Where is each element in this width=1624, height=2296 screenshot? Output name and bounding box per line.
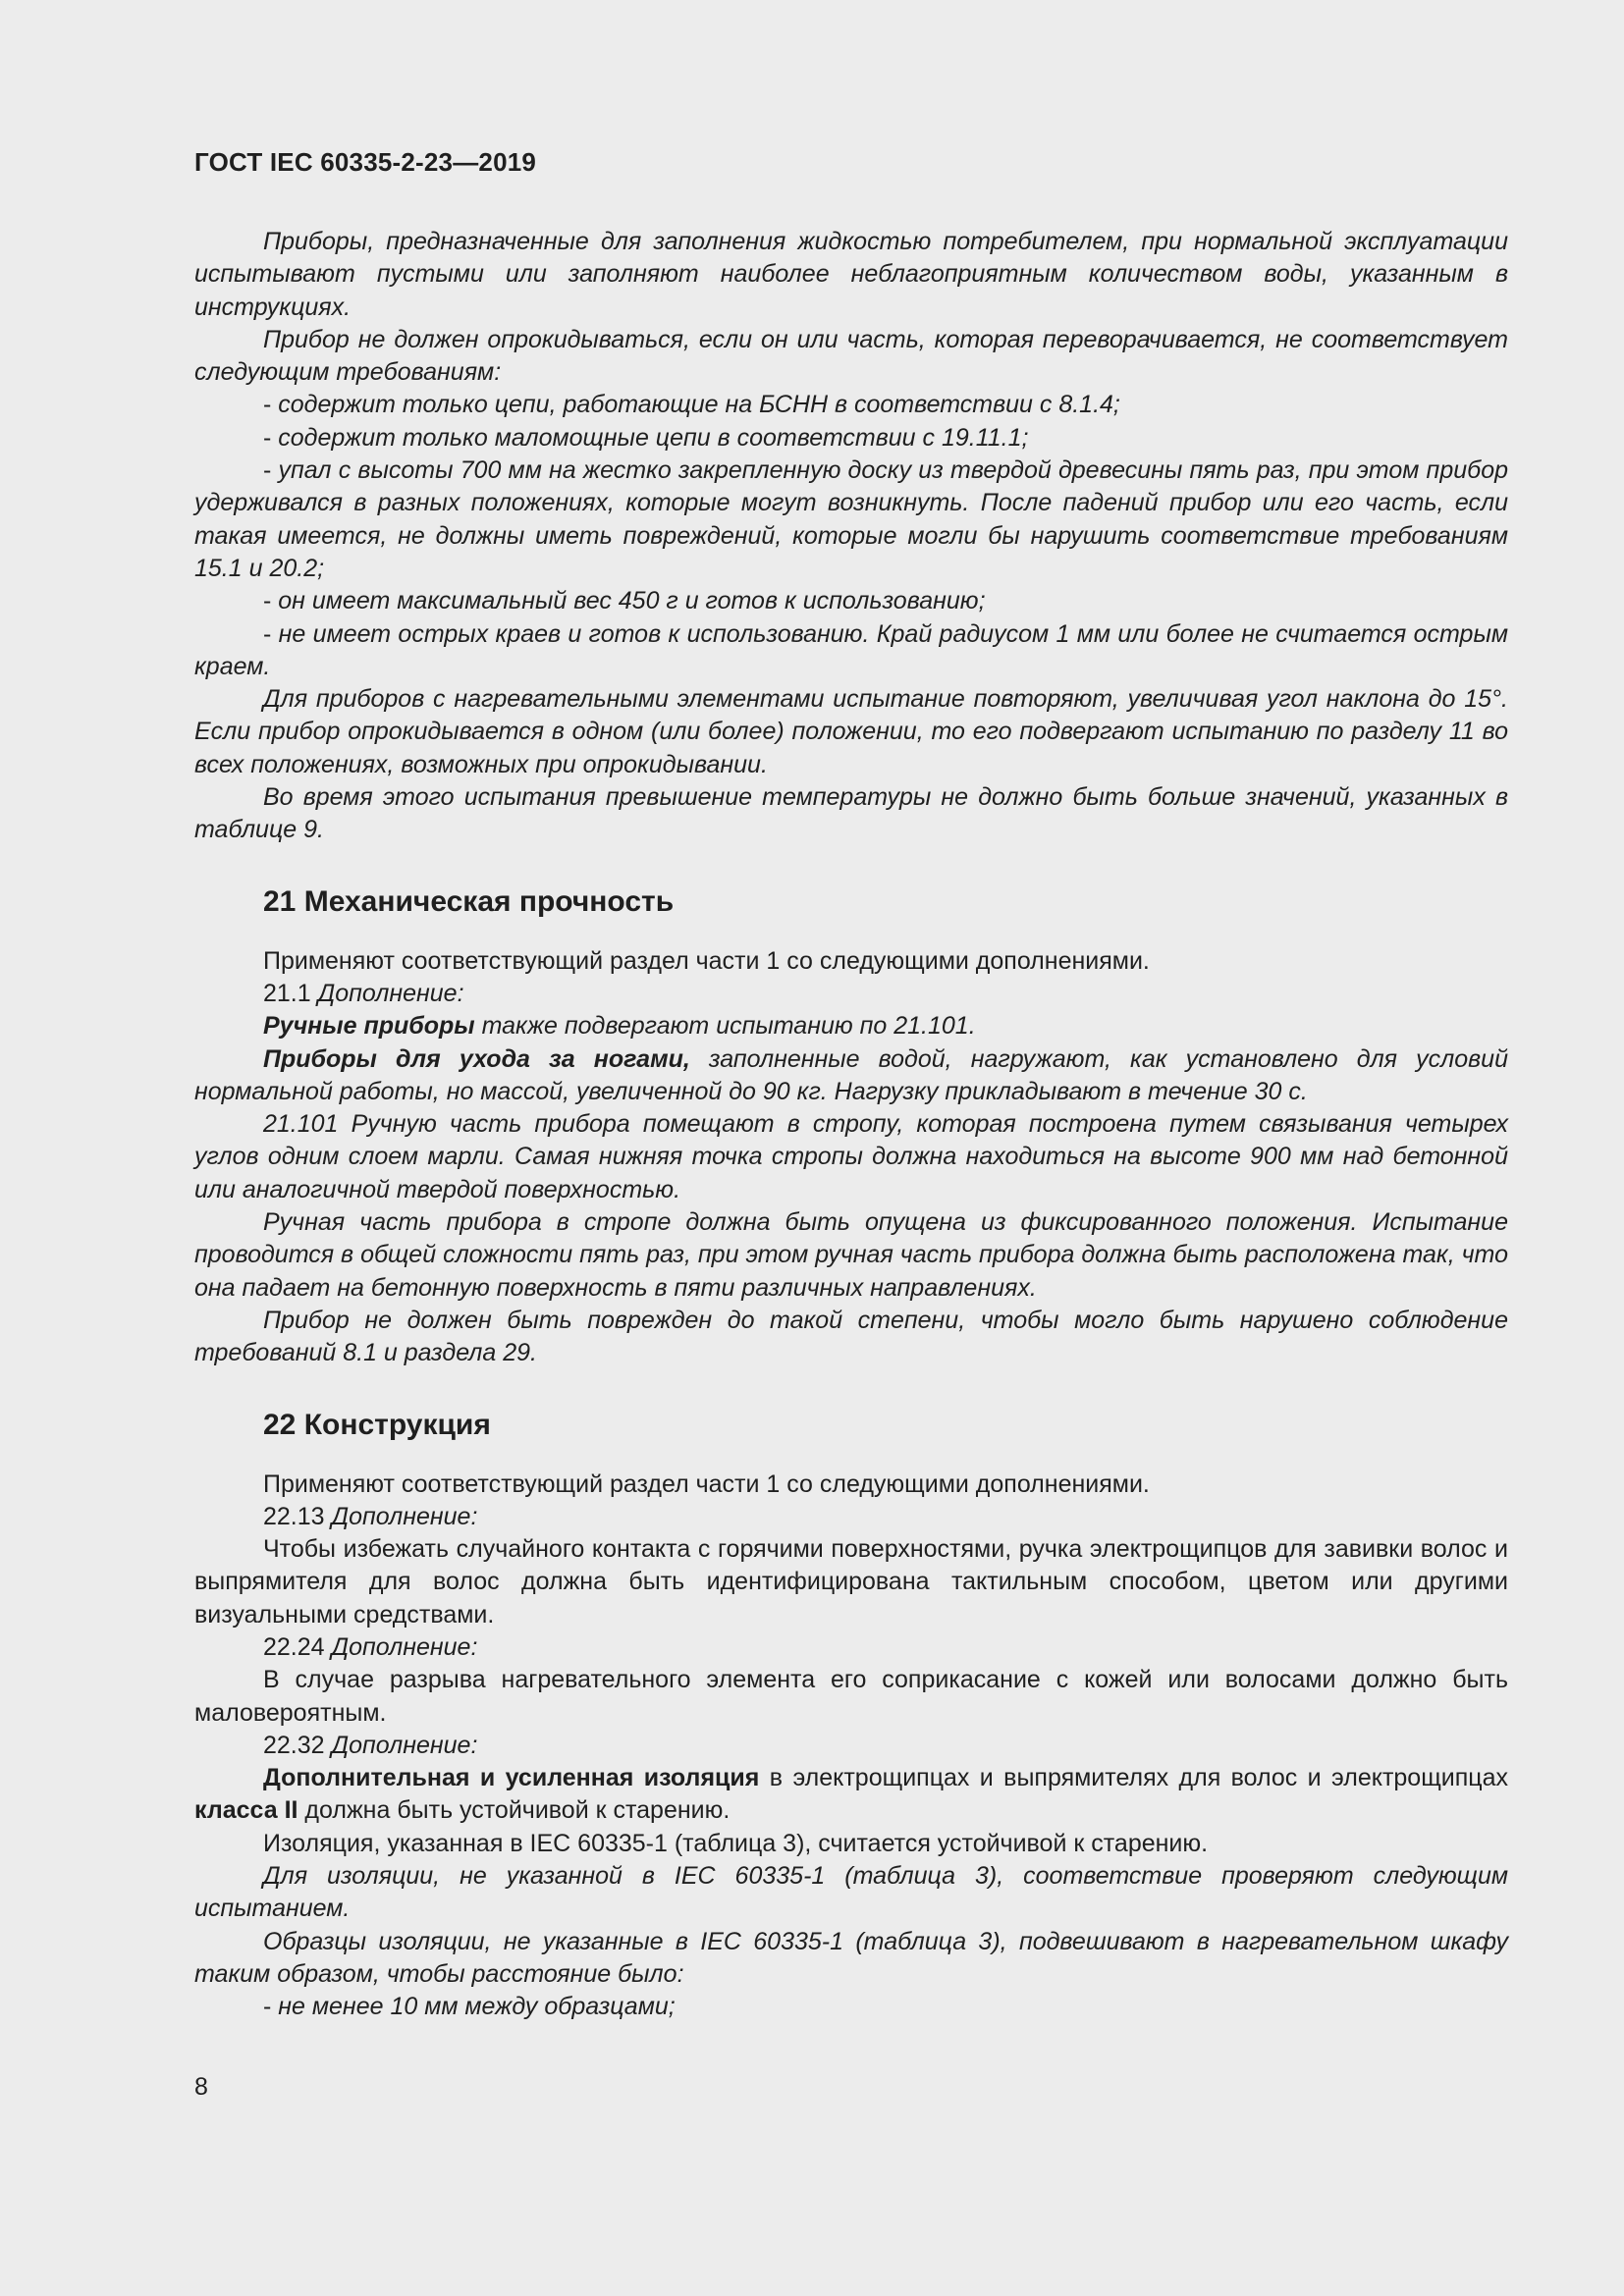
bold-term: Приборы для ухода за ногами, xyxy=(263,1044,690,1073)
paragraph-text: заполненные водой, нагружают, как установлено для условий нормальной работы, но массой, увеличенной до 90 кг. Нагрузку прикладывают в течение 30 с. xyxy=(194,1044,1508,1105)
paragraph-text: также подвергают испытанию по 21.101. xyxy=(481,1012,976,1041)
clause-line xyxy=(194,1501,1508,1533)
list-dash: - xyxy=(263,423,279,452)
paragraph: Применяют соответствующий раздел части 1 со следующими дополнениями. xyxy=(263,1469,1150,1498)
list-dash: - xyxy=(263,1993,279,2021)
list-item xyxy=(194,618,1508,684)
bold-term: класса II xyxy=(194,1796,298,1825)
list-item-text: он имеет максимальный вес 450 г и готов к использованию; xyxy=(278,587,986,615)
section-heading-21: 21 Механическая прочность xyxy=(263,884,675,918)
paragraph-text: в электрощипцах и выпрямителях для волос и электрощипцах xyxy=(769,1764,1509,1792)
clause-line xyxy=(194,1730,1508,1762)
clause-label: Дополнение: xyxy=(331,1502,478,1530)
clause-number: 22.13 xyxy=(263,1502,325,1530)
paragraph xyxy=(194,1043,1508,1109)
clause-number: 21.1 xyxy=(263,979,311,1007)
list-item-text: упал с высоты 700 мм на жестко закрепленную доску из твердой древесины пять раз, при этом прибор удерживался в разных положениях, которые могут возникнуть. После падений прибор или его часть, если такая имеется, не должны иметь повреждений, которые могли бы нарушить соответствие требованиям 15.1 и 20.2; xyxy=(194,456,1508,582)
paragraph: Прибор не должен опрокидываться, если он или часть, которая переворачивается, не соответствует следующим требованиям: xyxy=(194,325,1508,387)
page-number: 8 xyxy=(194,2073,208,2101)
list-item xyxy=(194,585,1508,617)
paragraph: В случае разрыва нагревательного элемента его соприкасание с кожей или волосами должно быть маловероятным. xyxy=(194,1666,1508,1727)
paragraph: Изоляция, указанная в IEC 60335-1 (таблица 3), считается устойчивой к старению. xyxy=(263,1829,1209,1857)
clause-line xyxy=(194,1631,1508,1664)
section-heading-22: 22 Конструкция xyxy=(263,1408,491,1441)
list-item-text: не имеет острых краев и готов к использованию. Край радиусом 1 мм или более не считается острым краем. xyxy=(194,619,1508,680)
paragraph: 21.101 Ручную часть прибора помещают в стропу, которая построена путем связывания четырех углов одним слоем марли. Самая нижняя точка стропы должна находиться на высоте 900 мм над бетонной или аналогичной твердой поверхностью. xyxy=(194,1110,1508,1203)
paragraph: Образцы изоляции, не указанные в IEC 60335-1 (таблица 3), подвешивают в нагревательном шкафу таким образом, чтобы расстояние было: xyxy=(194,1927,1508,1988)
clause-number: 22.32 xyxy=(263,1731,325,1759)
list-item-text: содержит только маломощные цепи в соответствии с 19.11.1; xyxy=(278,423,1029,452)
list-dash: - xyxy=(263,619,279,648)
paragraph xyxy=(194,1010,1508,1042)
bold-term: Ручные приборы xyxy=(263,1012,475,1041)
paragraph xyxy=(194,1762,1508,1828)
clause-line xyxy=(194,978,1508,1010)
paragraph: Приборы, предназначенные для заполнения жидкостью потребителем, при нормальной эксплуатации испытывают пустыми или заполняют наиболее неблагоприятным количеством воды, указанным в инструкциях. xyxy=(194,228,1508,321)
list-item-text: не менее 10 мм между образцами; xyxy=(278,1993,676,2021)
clause-label: Дополнение: xyxy=(331,1632,478,1661)
paragraph: Для изоляции, не указанной в IEC 60335-1 (таблица 3), соответствие проверяют следующим испытанием. xyxy=(194,1862,1508,1923)
paragraph: Во время этого испытания превышение температуры не должно быть больше значений, указанных в таблице 9. xyxy=(194,783,1508,844)
list-item xyxy=(194,389,1508,421)
clause-label: Дополнение: xyxy=(317,979,464,1007)
document-header: ГОСТ IEC 60335-2-23—2019 xyxy=(194,147,537,177)
paragraph: Ручная часть прибора в стропе должна быть опущена из фиксированного положения. Испытание проводится в общей сложности пять раз, при этом ручная часть прибора должна быть расположена так, что она падает на бетонную поверхность в пяти различных направлениях. xyxy=(194,1208,1508,1302)
list-item xyxy=(194,422,1508,454)
clause-label: Дополнение: xyxy=(331,1731,478,1759)
list-item xyxy=(194,1991,1508,2023)
paragraph-text: должна быть устойчивой к старению. xyxy=(304,1796,731,1825)
bold-term: Дополнительная и усиленная изоляция xyxy=(263,1764,760,1792)
list-dash: - xyxy=(263,391,279,419)
list-item-text: содержит только цепи, работающие на БСНН в соответствии с 8.1.4; xyxy=(278,391,1120,419)
paragraph: Чтобы избежать случайного контакта с горячими поверхностями, ручка электрощипцов для завивки волос и выпрямителя для волос должна быть идентифицирована тактильным способом, цветом или другими визуальными средствами. xyxy=(194,1535,1508,1629)
paragraph: Применяют соответствующий раздел части 1 со следующими дополнениями. xyxy=(263,946,1150,975)
paragraph: Для приборов с нагревательными элементами испытание повторяют, увеличивая угол наклона до 15°. Если прибор опрокидывается в одном (или более) положении, то его подвергают испытанию по разделу 11 во всех положениях, возможных при опрокидывании. xyxy=(194,685,1508,778)
list-dash: - xyxy=(263,456,279,485)
list-item xyxy=(194,454,1508,585)
paragraph: Прибор не должен быть поврежден до такой степени, чтобы могло быть нарушено соблюдение требований 8.1 и раздела 29. xyxy=(194,1306,1508,1367)
list-dash: - xyxy=(263,587,279,615)
document-body xyxy=(194,226,1508,2024)
clause-number: 22.24 xyxy=(263,1632,325,1661)
